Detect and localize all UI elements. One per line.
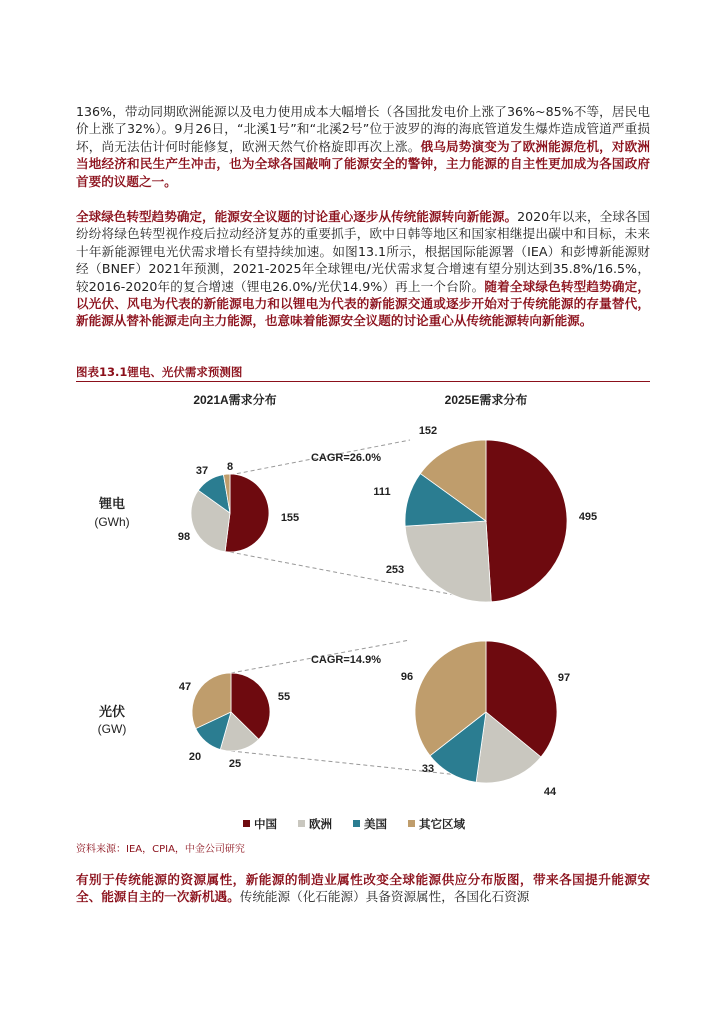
value-lithium-2025-europe: 253 [385, 564, 405, 576]
value-pv-2025-china: 97 [557, 672, 571, 684]
slice-lithium-2021-china [225, 474, 269, 552]
value-pv-2021-europe: 25 [228, 758, 242, 770]
paragraph-2-tail: 随着全球绿色转型趋势确定，以光伏、风电为代表的新能源电力和以锂电为代表的新能源交通或逐步开始对于传统能源的存量替代，新能源从替补能源走向主力能源，也意味着能源安全议题的讨论重心从传统能源转向新能源。 [76, 278, 651, 329]
value-pv-2025-usa: 33 [421, 763, 435, 775]
value-lithium-2025-usa: 111 [373, 486, 391, 498]
cagr-label-lithium: CAGR=26.0% [310, 452, 382, 464]
legend-swatch-europe [298, 820, 305, 827]
value-pv-2025-europe: 44 [543, 786, 557, 798]
value-lithium-2021-china: 155 [280, 512, 300, 524]
paragraph-2-text: 2020年以来，全球各国纷纷将绿色转型视作疫后拉动经济复苏的重要抓手，欧中日韩等地区和国家相继提出碳中和目标，未来十年新能源锂电光伏需求增长有望持续加速。如图13.1所示，根据国际能源署（IEA）和彭博新能源财经（BNEF）2021年预测，2021-2025年全球锂电/光伏需求复合增速有望分别达到35.8%/16.5%，较2016-2020年的复合增速（锂电26.0%/光伏14.9%）再上一个台阶。 [76, 209, 651, 294]
legend-label-europe: 欧洲 [309, 819, 332, 831]
paragraph-2 [76, 208, 650, 330]
pie-pv-2025 [415, 641, 557, 783]
paragraph-1 [76, 103, 650, 190]
value-pv-2021-other: 47 [178, 681, 192, 693]
value-lithium-2025-other: 152 [418, 425, 438, 437]
paragraph-2-lead: 全球绿色转型趋势确定，能源安全议题的讨论重心逐步从传统能源转向新能源。 [76, 209, 518, 224]
legend-swatch-china [243, 820, 250, 827]
paragraph-3-text: 传统能源（化石能源）具备资源属性，各国化石资源 [239, 889, 530, 905]
legend-swatch-other [408, 820, 415, 827]
slice-lithium-2025-china [486, 440, 567, 602]
value-lithium-2021-other: 8 [226, 461, 234, 473]
row-label-lithium: 锂电 [98, 496, 126, 511]
pie-lithium-2021 [191, 474, 269, 552]
row-unit-pv: (GW) [97, 722, 127, 736]
paragraph-3 [76, 871, 650, 906]
slice-lithium-2025-europe [405, 521, 491, 602]
legend-label-other: 其它区域 [419, 819, 465, 831]
legend-label-usa: 美国 [364, 819, 387, 831]
figure-title-rule [76, 381, 650, 382]
value-lithium-2021-usa: 37 [195, 465, 209, 477]
value-lithium-2021-europe: 98 [177, 531, 191, 543]
figure-source: 资料来源：IEA，CPIA，中金公司研究 [76, 844, 245, 855]
pie-lithium-2025 [405, 440, 567, 602]
value-pv-2025-other: 96 [400, 671, 414, 683]
col-title-2025: 2025E需求分布 [444, 393, 528, 407]
paragraph-1-highlight: 俄乌局势演变为了欧洲能源危机，对欧洲当地经济和民生产生冲击，也为全球各国敲响了能源安全的警钟，主力能源的自主性更加成为各国政府首要的议题之一。 [76, 138, 651, 189]
cagr-label-pv: CAGR=14.9% [310, 654, 382, 666]
figure-title: 图表13.1锂电、光伏需求预测图 [76, 365, 243, 379]
row-label-pv: 光伏 [98, 704, 126, 719]
legend-label-china: 中国 [254, 819, 277, 831]
row-unit-lithium: (GWh) [94, 515, 130, 529]
col-title-2021: 2021A需求分布 [193, 393, 277, 407]
pie-chart-figure [76, 383, 650, 835]
legend-swatch-usa [353, 820, 360, 827]
chart-legend [243, 817, 465, 831]
paragraph-3-highlight: 有别于传统能源的资源属性，新能源的制造业属性改变全球能源供应分布版图，带来各国提升能源安全、能源自主的一次新机遇。 [76, 872, 650, 905]
value-pv-2021-usa: 20 [188, 751, 202, 763]
value-lithium-2025-china: 495 [578, 511, 598, 523]
paragraph-1-text: 136%，带动同期欧洲能源以及电力使用成本大幅增长（各国批发电价上涨了36%~85%不等，居民电价上涨了32%）。9月26日，“北溪1号”和“北溪2号”位于波罗的海的海底管道发生爆炸造成管道严重损坏，尚无法估计何时能修复，欧洲天然气价格旋即再次上涨。 [76, 104, 650, 154]
value-pv-2021-china: 55 [277, 691, 291, 703]
pie-pv-2021 [192, 673, 270, 751]
